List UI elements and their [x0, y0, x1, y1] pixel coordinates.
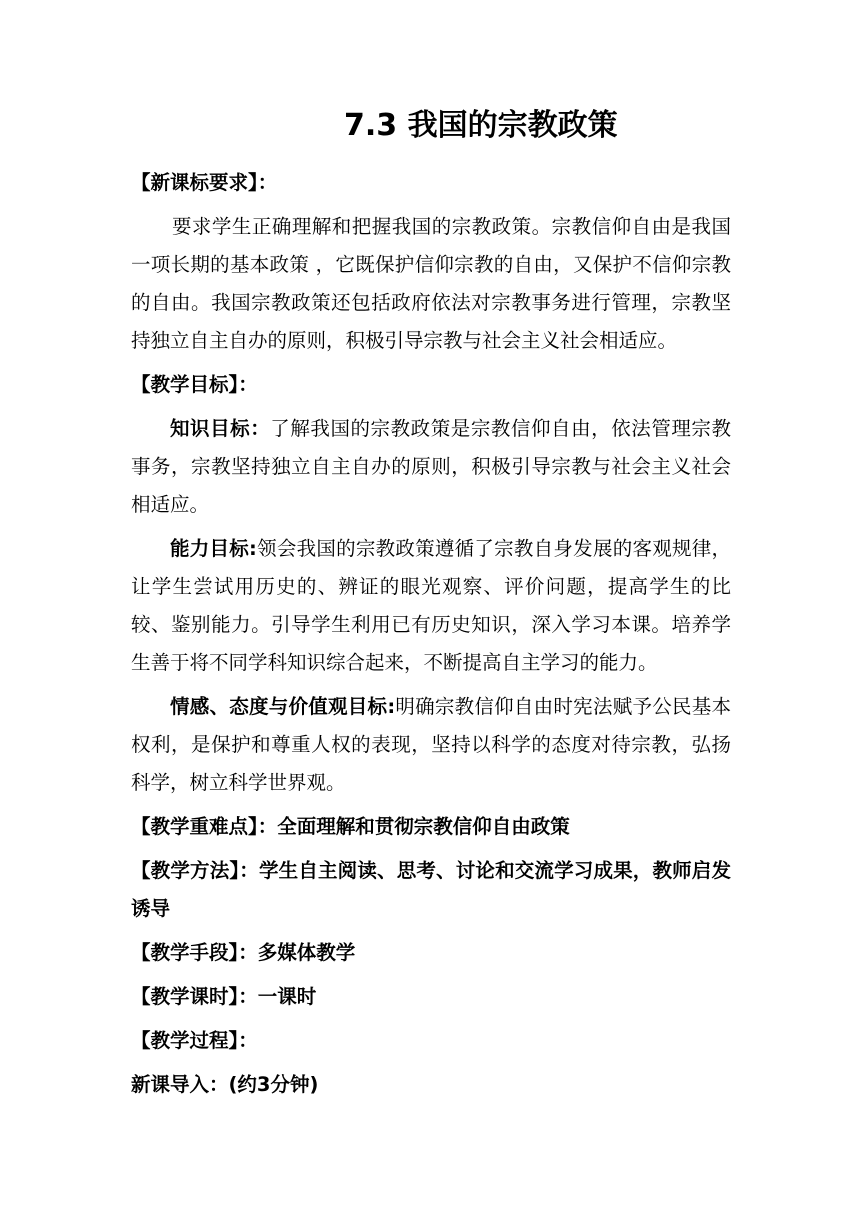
ability-goal-text: 领会我国的宗教政策遵循了宗教自身发展的客观规律，让学生尝试用历史的、辨证的眼光观察、评价问题，提高学生的比较、鉴别能力。引导学生利用已有历史知识，深入学习本课。培养学生善于将不同学科知识综合起来，不断提高自主学习的能力。: [131, 537, 731, 674]
key-points: 【教学重难点】：全面理解和贯彻宗教信仰自由政策: [131, 815, 570, 838]
emotion-goal-text: 明确宗教信仰自由时宪法赋予公民基本权利，是保护和尊重人权的表现，坚持以科学的态度对待宗教，弘扬科学，树立科学世界观。: [131, 695, 731, 794]
page-title: 7.3 我国的宗教政策: [344, 108, 618, 143]
curriculum-text: 要求学生正确理解和把握我国的宗教政策。宗教信仰自由是我国一项长期的基本政策 ，它既保护信仰宗教的自由，又保护不信仰宗教的自由。我国宗教政策还包括政府依法对宗教事务进行管理，宗教坚持独立自主自办的原则，积极引导宗教与社会主义社会相适应。: [131, 215, 731, 352]
knowledge-goal: [131, 410, 731, 524]
knowledge-goal-label: 知识目标：: [170, 417, 271, 440]
emotion-goal: [131, 688, 731, 802]
goals-heading: 【教学目标】：: [131, 373, 258, 396]
teaching-means: 【教学手段】：多媒体教学: [131, 941, 356, 964]
knowledge-goal-text: 了解我国的宗教政策是宗教信仰自由，依法管理宗教事务，宗教坚持独立自主自办的原则，积极引导宗教与社会主义社会相适应。: [131, 417, 731, 516]
curriculum-heading: 【新课标要求】：: [131, 171, 278, 194]
intro-line: 新课导入：(约3分钟): [131, 1073, 319, 1096]
ability-goal: [131, 530, 731, 682]
teaching-hours: 【教学课时】：一课时: [131, 985, 317, 1008]
document-body: [131, 164, 731, 1110]
process-heading: 【教学过程】：: [131, 1029, 258, 1052]
emotion-goal-label: 情感、态度与价值观目标:: [170, 695, 396, 718]
teaching-methods: 【教学方法】：学生自主阅读、思考、讨论和交流学习成果，教师启发诱导: [131, 859, 731, 920]
ability-goal-label: 能力目标:: [170, 537, 257, 560]
